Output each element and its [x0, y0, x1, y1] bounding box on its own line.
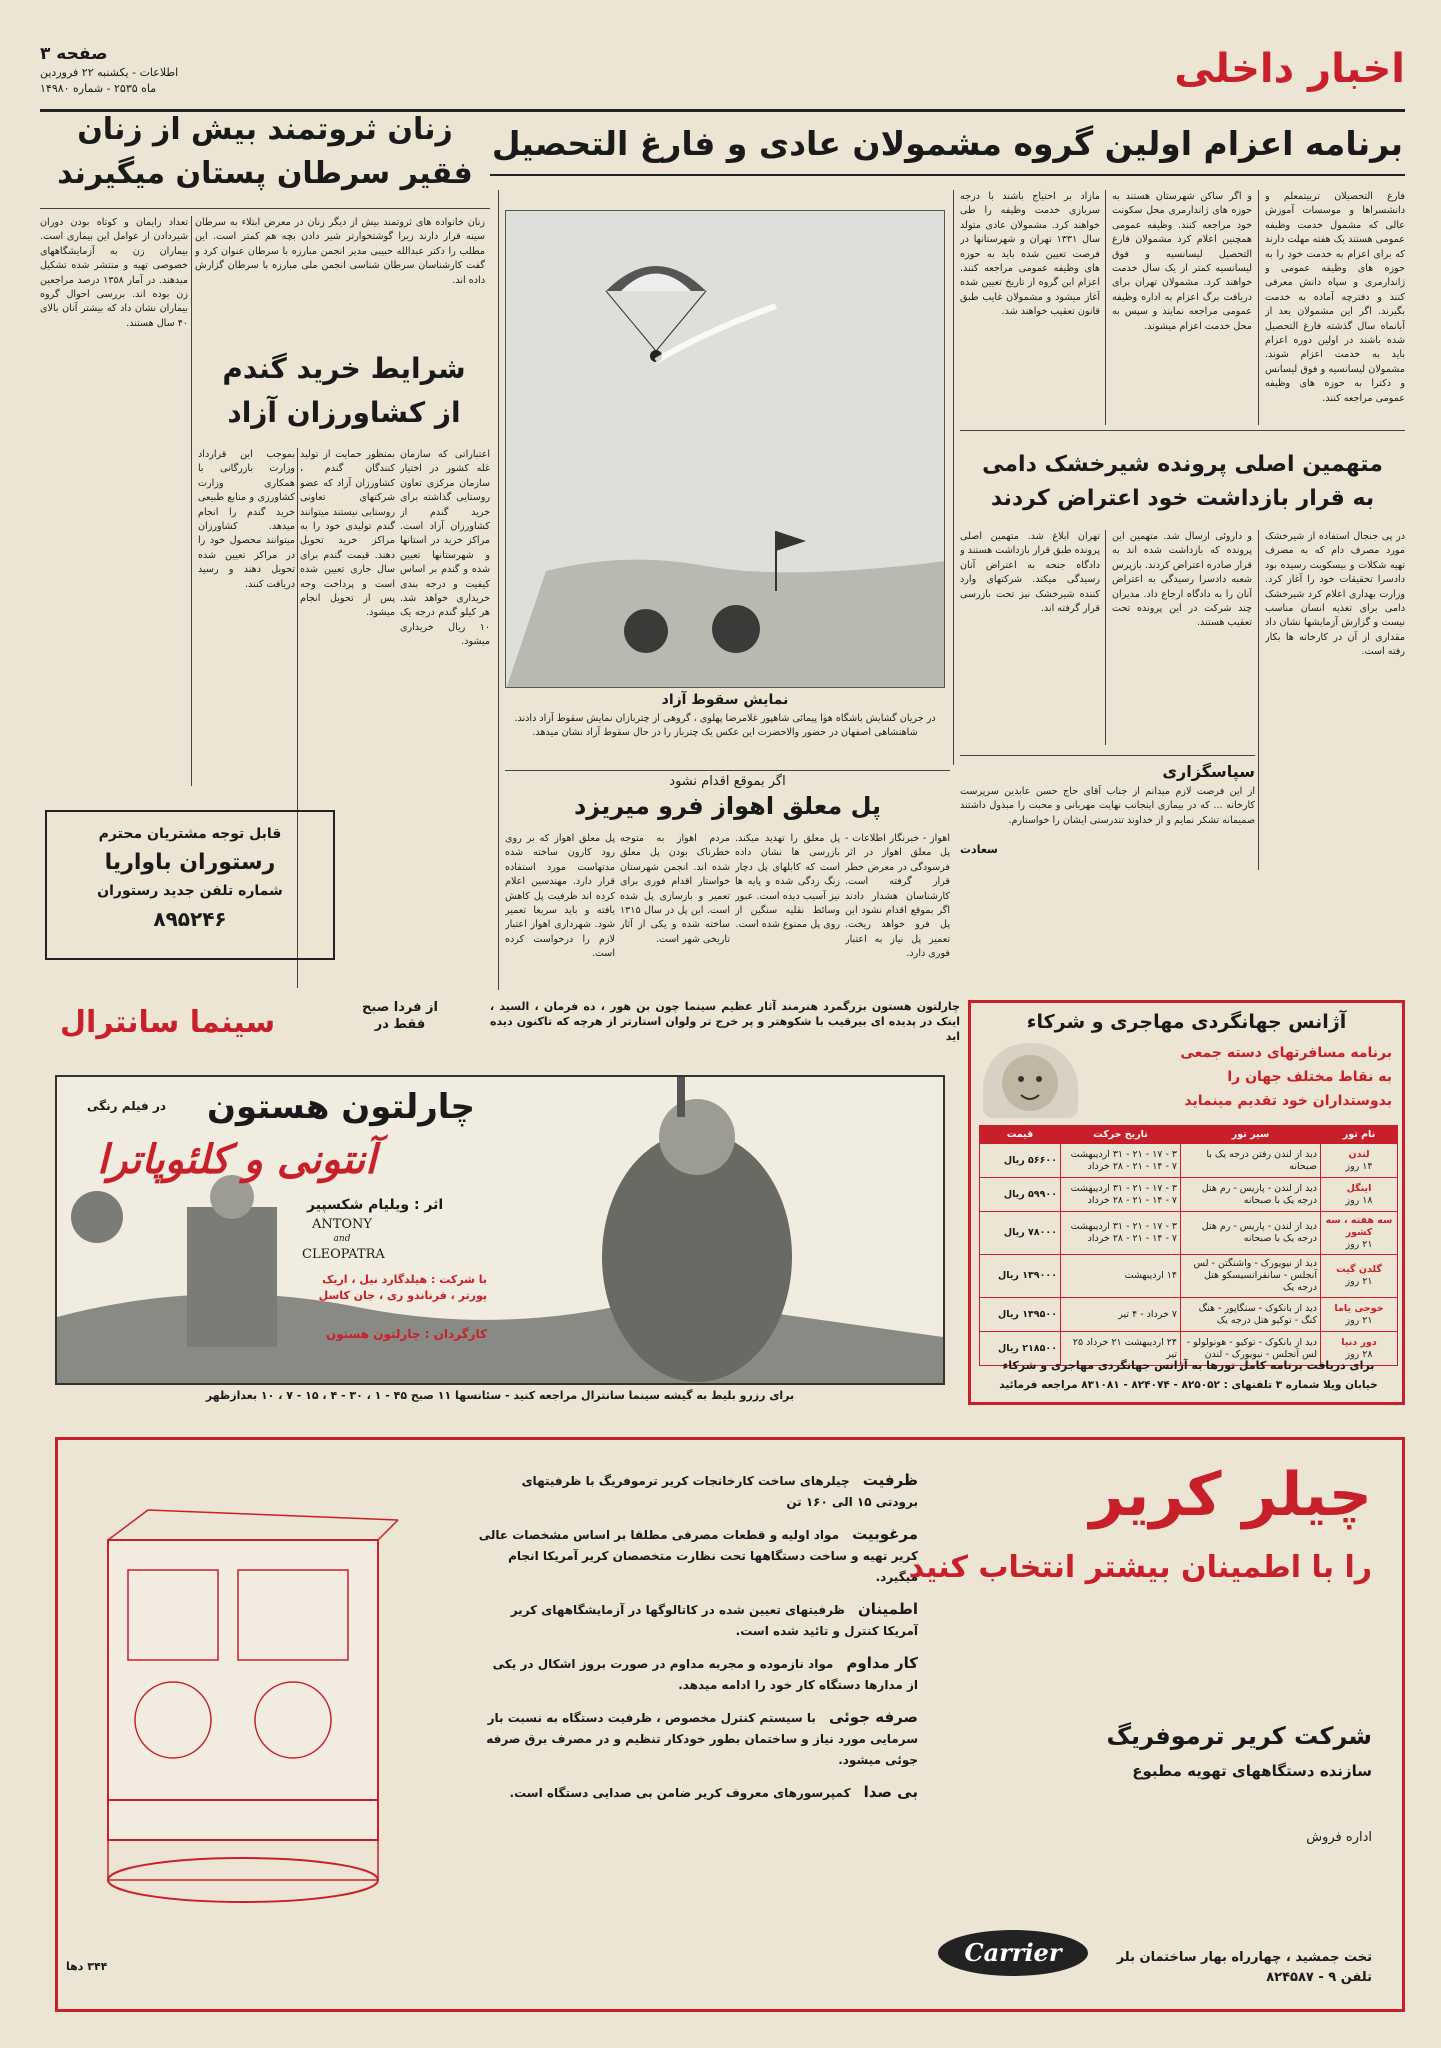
price-cell: ۵۹۹۰۰ ریال [980, 1178, 1061, 1212]
film-director: کارگردان : چارلتون هستون [325, 1327, 487, 1341]
feature-item [478, 1782, 918, 1803]
route-cell: دید از لندن رفتن درجه یک با صبحانه [1181, 1144, 1321, 1178]
feature-text: مواد نازموده و مجربه مداوم در صورت بروز اشکال در یکی از مدارها دستگاه کار خود را ادامه میدهد. [492, 1657, 918, 1692]
travel-note: برای دریافت برنامه کامل تورها به آژانس جهانگردی مهاجری و شرکاء [1002, 1359, 1375, 1372]
tour-table-header [980, 1126, 1398, 1144]
bridge-col-1: اهواز - خبرنگار اطلاعات - پل معلق اهواز در اثر فرسودگی در معرض خطر قرار گرفته است. کارشناسان هشدار دادند اگر بموقع اقدام نشود این پل فرو خواهد ریخت. تعمیر پل نیاز به اعتبار فوری دارد. [845, 833, 950, 960]
route-cell: دید از لندن - پاریس - رم هتل درجه یک با صبحانه [1181, 1212, 1321, 1255]
tour-name: سه هفته ، سه کشور [1325, 1215, 1393, 1238]
restaurant-line-3: شماره تلفن جدید رستوران [97, 883, 283, 899]
tour-name: گلدن گیت [1336, 1264, 1382, 1275]
bridge-col-3: مردم اهواز به متوجه خطرناک بودن پل معلق شده اند. انجمن شهرستان خواستار اقدام فوری برای تعمیر و بازسازی پل شده است. این پل در سال ۱۳۱۵ ساخته شده و یکی از آثار تاریخی شهر است. [620, 833, 730, 945]
cinema-intro: چارلتون هستون بزرگمرد هنرمند آثار عظیم سینما چون بن هور ، ده فرمان ، السید ، اینک در پدیده ای بیرقیب با شکوهتر و پر خرج تر ولوان استارتر از هرچه که تاکنون دیده اید [490, 1000, 960, 1043]
carrier-logo [938, 1930, 1088, 1976]
tour-name: اینگل [1346, 1182, 1372, 1194]
thanks-notice [960, 755, 1255, 875]
milk-col-2: و داروئی ارسال شد. متهمین این پرونده که بازداشت شده اند به قرار صادره اعتراض کردند. بازپرس شعبه دادسرا رسیدگی به اعتراض آنان را به دادگاه ارجاع داد. مدیران چند شرکت در این پرونده تحت تعقیب هستند. [1112, 531, 1252, 629]
wheat-col-1: اعتباراتی که سازمان غله کشور در اختیار سازمان مرکزی تعاون روستایی گذاشته برای خرید گندم از کشاورزان آزاد است. مراکز خرید در استانها و شهرستانها تعیین شده و گندم بر اساس کیفیت و درجه بندی خریداری خواهد شد. هر کیلو گندم درجه یک ۱۰ ریال خریداری میشود. [400, 449, 490, 648]
women-headline-1: زنان ثروتمند بیش از زنان [77, 112, 453, 147]
tour-days: ۲۱ روز [1345, 1276, 1373, 1287]
women-headline-2: فقیر سرطان پستان میگیرند [57, 156, 473, 191]
table-row [980, 1144, 1398, 1178]
bridge-col-2: پل معلق را تهدید میکند. بازرسی ها نشان داده است که کابلهای پل دچار زنگ زدگی شده و پایه ها نیز آسیب دیده است. عبور وسائط نقلیه سنگین از روی پل ممنوع شده است. [735, 833, 840, 931]
carrier-code: ۳۴۴ دها [66, 1960, 108, 1973]
thanks-title: سپاسگزاری [1162, 762, 1255, 781]
film-title-en-2: and [333, 1234, 351, 1244]
cinema-footer: برای رزرو بلیط به گیشه سینما سانترال مراجعه کنید - سئانسها ۱۱ صبح ۴۵ - ۱ ، ۳۰ - ۴ ، ۱۵ - ۷ ، ۱۰ بعدازظهر [205, 1389, 795, 1402]
milk-headline-2: به قرار بازداشت خود اعتراض کردند [990, 486, 1375, 511]
header-dates: تاریخ حرکت [1061, 1126, 1181, 1144]
table-row [980, 1212, 1398, 1255]
dates-cell: ۳ - ۱۷ - ۲۱ - ۳۱ اردیبهشت ۷ - ۱۴ - ۲۱ - ۲۸ خرداد [1061, 1212, 1181, 1255]
tour-cell [1321, 1298, 1398, 1332]
dates-cell: ۳ - ۱۷ - ۲۱ - ۳۱ اردیبهشت ۷ - ۱۴ - ۲۱ - ۲۸ خرداد [1061, 1178, 1181, 1212]
carrier-ad [55, 1437, 1405, 2012]
restaurant-notice [45, 810, 335, 960]
feature-text: ظرفیتهای تعیین شده در کاتالوگها در آزمایشگاههای کریر آمریکا کنترل و تائید شده است. [510, 1603, 918, 1638]
carrier-company-sub: سازنده دستگاههای تهویه مطبوع [1132, 1762, 1372, 1780]
woman-face-image [983, 1043, 1078, 1118]
carrier-subheadline: را با اطمینان بیشتر انتخاب کنید [908, 1550, 1372, 1585]
milk-col-1: در پی جنجال استفاده از شیرخشک مورد مصرف دام که به مصرف تهیه شکلات و بیسکویت رسیده بود دادسرا تحقیقات خود را آغاز کرد. وزارت بهداری اعلام کرد شیرخشک دامی برای تغذیه انسان مناسب نیست و گزارش آزمایشها نشان داد مقداری از آن در کارخانه ها بکار رفته است. [1265, 531, 1405, 658]
photo-caption-title: نمایش سقوط آزاد [661, 692, 789, 708]
feature-item [478, 1524, 918, 1587]
feature-title: ظرفیت [862, 1471, 918, 1489]
restaurant-line-1: قابل توجه مشتریان محترم [98, 826, 282, 842]
bridge-headline: پل معلق اهواز فرو میریزد [573, 792, 882, 820]
feature-title: اطمینان [857, 1600, 918, 1618]
price-cell: ۱۳۹۰۰۰ ریال [980, 1255, 1061, 1298]
feature-item [478, 1599, 918, 1641]
tour-table-body [980, 1144, 1398, 1366]
wheat-headline-1: شرایط خرید گندم [222, 352, 466, 385]
carrier-company: شرکت کریر ترموفریگ [1106, 1722, 1372, 1750]
tour-table-wrap [979, 1125, 1398, 1366]
feature-item [478, 1470, 918, 1512]
cinema-name: سینما سانترال [60, 1005, 276, 1040]
parachute-image [506, 211, 945, 688]
tour-name: خوجی یاما [1334, 1302, 1384, 1314]
tour-days: ۲۸ روز [1345, 1348, 1373, 1360]
tour-cell [1321, 1178, 1398, 1212]
film-title-en-1: ANTONY [311, 1217, 373, 1232]
film-star-title: چارلتون هستون [207, 1087, 476, 1127]
film-costars: با شرکت : هیلدگارد نیل ، اریک پورتر ، فرناندو ری ، جان کاسل [318, 1273, 487, 1302]
price-cell: ۱۳۹۵۰۰ ریال [980, 1298, 1061, 1332]
carrier-address-label: اداره فروش [1306, 1830, 1372, 1845]
cinema-starting-1: از فردا صبح [362, 1000, 438, 1015]
feature-text: مواد اولیه و قطعات مصرفی مطلقا بر اساس مشخصات عالی کریر تهیه و ساخت دستگاهها تحت نظارت متخصصان کریر آمریکا انجام میگیرد. [478, 1528, 918, 1584]
feature-text: کمپرسورهای معروف کریر ضامن بی صدایی دستگاه است. [509, 1786, 851, 1800]
carrier-phone: تلفن ۹ - ۸۲۴۵۸۷ [1266, 1970, 1372, 1985]
lead-headline: برنامه اعزام اولین گروه مشمولان عادی و فارغ التحصیل [490, 112, 1405, 176]
feature-item [478, 1653, 918, 1695]
dates-cell: ۷ خرداد - ۴ تیر [1061, 1298, 1181, 1332]
feature-title: مرغوبیت [852, 1525, 918, 1543]
cinema-starting-2: فقط در [374, 1017, 426, 1032]
tour-name: لندن [1348, 1148, 1370, 1160]
chiller-illustration [88, 1500, 408, 1930]
lead-col-3: مازاد بر احتیاج باشند با درجه سربازی خدمت وظیفه را طی خواهند کرد. مشمولان عادی متولد سال ۱۳۳۱ تهران و شهرستانها در فرصت تعیین شده باید به حوزه های وظیفه عمومی مراجعه کنند. اعزام این گروه از تاریخ تعیین شده آغاز میشود و مشمولان غایب طبق قانون تعقیب خواهند شد. [960, 191, 1100, 318]
women-col-1: زنان خانواده های ثروتمند بیش از دیگر زنان در معرض ابتلاء به سرطان سینه قرار دارند زیرا گوشتخوارتر شیر دادن بچه هم کمتر است. این مطلب را دکتر عبدالله حبیبی مدیر انجمن مبارزه با سرطان عنوان کرد و گفت کارشناسان سرطان شناسی انجمن ملی مبارزه با سرطان گزارش داده اند. [195, 217, 485, 286]
wheat-col-2: بمنظور حمایت از تولید کنندگان گندم ، کشاورزان آزاد که عضو شرکتهای تعاونی روستایی نیستند میتوانند گندم تولیدی خود را به مراکز خرید تحویل دهند. قیمت گندم برای سال جاری تعیین شده است و پرداخت وجه پس از تحویل انجام میشود. [300, 449, 395, 619]
price-cell: ۷۸۰۰۰ ریال [980, 1212, 1061, 1255]
dates-cell: ۳ - ۱۷ - ۲۱ - ۳۱ اردیبهشت ۷ - ۱۴ - ۲۱ - ۲۸ خرداد [1061, 1144, 1181, 1178]
cinema-art [55, 1075, 945, 1385]
chiller-drawing [88, 1500, 408, 1930]
table-row [980, 1178, 1398, 1212]
travel-woman-photo [983, 1043, 1078, 1118]
film-poster-image [57, 1077, 943, 1383]
tour-cell [1321, 1255, 1398, 1298]
cinema-ad [40, 995, 960, 1415]
women-col-2: تعداد زایمان و کوتاه بودن دوران شیردادن از عوامل این بیماری است. بیماران زن به آزمایشگاههای خصوصی تهیه و منتشر شده تشکیل میدهند. در آمار ۱۳۵۸ درصد مراجعین زن بوده اند. بررسی احوال گروه بیماران نشان داد که بیشتر آنان بالای ۴۰ سال هستند. [40, 217, 188, 329]
price-cell: ۵۶۶۰۰ ریال [980, 1144, 1061, 1178]
tour-cell [1321, 1212, 1398, 1255]
feature-text: با سیستم کنترل مخصوص ، ظرفیت دستگاه به نسبت بار سرمایی مورد نیاز و ساختمان بطور خودکار تنظیم و در مصرف برق صرفه جوئی میشود. [486, 1711, 918, 1767]
travel-agency-name: آژانس جهانگردی مهاجری و شرکاء [1026, 1011, 1347, 1033]
travel-line-2: به نقاط مختلف جهان را [1227, 1069, 1392, 1085]
parachute-photo [505, 210, 945, 688]
carrier-address: تخت جمشید ، چهارراه بهار ساختمان بلر [1116, 1950, 1372, 1965]
dates-cell: ۱۴ اردیبهشت [1061, 1255, 1181, 1298]
tour-cell [1321, 1144, 1398, 1178]
film-star-suffix: در فیلم رنگی [87, 1099, 167, 1113]
film-author: اثر : ویلیام شکسپیر [307, 1197, 444, 1213]
bridge-col-4: پل معلق اهواز که بر روی رود کارون ساخته شده مدتهاست مورد استفاده قرار دارد. مهندسین اعلام کرده اند ظرفیت پل کاهش یافته و باید سریعا تعمیر شود. شهرداری اهواز اعتبار لازم را درخواست کرده است. [505, 833, 615, 960]
travel-address: خیابان ویلا شماره ۳ تلفنهای : ۸۲۵۰۵۲ - ۸۲۴۰۷۴ - ۸۳۱۰۸۱ مراجعه فرمائید [999, 1379, 1378, 1391]
milk-col-3: تهران ابلاغ شد. متهمین اصلی پرونده طبق قرار بازداشت هستند و دادگاه جنحه به اعتراض آنان رسیدگی میکند. شرکتهای وارد کننده شیرخشک نیز تحت بازرسی قرار گرفته اند. [960, 531, 1100, 615]
route-cell: دید از لندن - پاریس - رم هتل درجه یک با صبحانه [1181, 1178, 1321, 1212]
tour-days: ۲۱ روز [1345, 1239, 1373, 1250]
film-title-en-3: CLEOPATRA [302, 1247, 385, 1262]
masthead [40, 40, 1405, 112]
tour-days: ۱۴ روز [1345, 1160, 1373, 1172]
feature-title: کار مداوم [846, 1654, 918, 1672]
page-label: صفحه ۳ [40, 44, 108, 64]
route-cell: دید از بانکوک - سنگاپور - هنگ کنگ - توکیو هتل درجه یک [1181, 1298, 1321, 1332]
issue-line-2: ماه ۲۵۳۵ - شماره ۱۴۹۸۰ [40, 82, 157, 95]
tour-days: ۲۱ روز [1345, 1314, 1373, 1326]
film-title-fa: آنتونی و کلئوپاترا [97, 1137, 377, 1183]
feature-title: صرفه جوئی [829, 1708, 918, 1726]
table-row [980, 1298, 1398, 1332]
tour-table [979, 1125, 1398, 1366]
dates-cell: ۲۴ اردیبهشت ۲۱ خرداد ۲۵ تیر [1061, 1332, 1181, 1366]
route-cell: دید از نیویورک - واشنگتن - لس آنجلس - سانفرانسیسکو هتل درجه یک [1181, 1255, 1321, 1298]
tour-days: ۱۸ روز [1345, 1194, 1373, 1206]
tour-name: دور دنیا [1341, 1336, 1377, 1348]
header-route: سیر تور [1181, 1126, 1321, 1144]
price-cell: ۲۱۸۵۰۰ ریال [980, 1332, 1061, 1366]
wheat-headline-2: از کشاورزان آزاد [227, 396, 461, 429]
film-title-en [302, 1217, 385, 1262]
table-row [980, 1255, 1398, 1298]
lead-col-1: فارغ التحصیلان تربیتمعلم و دانشسراها و موسسات آموزش عالی که مشمول خدمت وظیفه عمومی هستند یک هفته مهلت دارند که برای اعزام به خدمت خود را به حوزه های وظیفه عمومی و ژاندارمری و سپاه دانش معرفی کنند و دفترچه آماده به خدمت بگیرند. اگر این مشمولان بعد از آبانماه سال گذشته فارغ التحصیل شده باشند در اولین دوره اعزام باید به خدمت اعزام شوند. مشمولان لیسانسیه و فوق لیسانس و دکترا به حوزه های وظیفه عمومی مراجعه کنند. [1265, 191, 1405, 404]
header-price: قیمت [980, 1126, 1061, 1144]
milk-headline-1: متهمین اصلی پرونده شیرخشک دامی [982, 452, 1383, 477]
travel-line-1: برنامه مسافرتهای دسته جمعی [1180, 1045, 1392, 1061]
thanks-signature: سعادت [960, 843, 998, 856]
feature-text: چیلرهای ساخت کارخانجات کریر ترموفریگ با ظرفیتهای برودتی ۱۵ الی ۱۶۰ تن [521, 1474, 918, 1509]
restaurant-line-2: رستوران باواریا [104, 850, 276, 875]
lead-col-2: و اگر ساکن شهرستان هستند به حوزه های ژاندارمری محل سکونت خود مراجعه کنند. وظیفه عمومی همچنین اعلام کرد مشمولان فارغ التحصیل لیسانسیه و فوق لیسانسیه کمتر از یک سال خدمت خواهند کرد. مشمولان تهران برای دریافت برگ اعزام به اداره وظیفه عمومی مراجعه نمایند و سپس به محل خدمت اعزام میشوند. [1112, 191, 1252, 332]
carrier-logo-text: Carrier [964, 1938, 1062, 1967]
thanks-text: از این فرصت لازم میدانم از جناب آقای حاج حسن عابدین سرپرست کارخانه ... که در بیماری اینجانب نهایت مهربانی و محبت را مبذول داشتند صمیمانه تشکر نمایم و از خداوند تندرستی ایشان را خواستارم. [960, 786, 1255, 826]
header-tour: نام تور [1321, 1126, 1398, 1144]
issue-line-1: اطلاعات - یکشنبه ۲۲ فروردین [40, 66, 179, 79]
bridge-kicker: اگر بموقع اقدام نشود [669, 774, 786, 789]
wheat-col-3: بموجب این قرارداد وزارت بازرگانی با همکاری وزارت کشاورزی و منابع طبیعی خرید گندم را انجام میدهد. کشاورزان میتوانند محصول خود را در مراکز تعیین شده تحویل دهند و رسید دریافت کنند. [198, 449, 295, 590]
restaurant-phone: ۸۹۵۲۴۶ [153, 907, 227, 931]
feature-item [478, 1707, 918, 1770]
feature-title: بی صدا [863, 1783, 918, 1801]
carrier-headline: چیلر کریر [1089, 1460, 1372, 1530]
travel-ad [968, 1000, 1405, 1405]
carrier-features [478, 1470, 918, 1990]
route-cell: دید از بانکوک - توکیو - هونولولو - لس آنجلس - نیویورک - لندن [1181, 1332, 1321, 1366]
travel-line-3: بدوستداران خود تقدیم مینماید [1184, 1093, 1392, 1109]
section-title: اخبار داخلی [1174, 46, 1405, 92]
photo-caption-text: در جریان گشایش باشگاه هوا پیمائی شاهپور غلامرضا پهلوی ، گروهی از چتربازان نمایش سقوط آزاد دادند. شاهنشاهی اصفهان در حضور والاحضرت این عکس یک چترباز را در حال سقوط آزاد نشان میدهد. [514, 713, 936, 739]
